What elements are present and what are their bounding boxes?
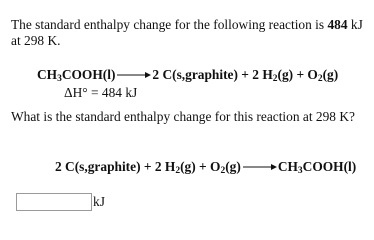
right-arrow-icon [117, 70, 151, 80]
reactant-formula: 2 C(s,graphite) + 2 H [55, 159, 176, 174]
right-arrow-icon [243, 162, 277, 172]
product-subscript: 2 [272, 74, 278, 84]
answer-input[interactable] [16, 193, 92, 211]
statement-text-end: kJ at 298 K. [11, 17, 363, 48]
product-subscript-2: 2 [317, 74, 323, 84]
reactant-subscript: 2 [175, 166, 181, 176]
reaction-equation-2 [55, 159, 356, 175]
product-formula-mid: (g) + O [277, 67, 318, 82]
question-statement [11, 17, 363, 49]
product-formula: 2 C(s,graphite) + 2 H [152, 67, 273, 82]
answer-unit: kJ [93, 194, 105, 210]
product-subscript: 3 [297, 166, 303, 176]
reactant-formula-rest: COOH(l) [61, 67, 116, 82]
answer-row [16, 193, 105, 211]
enthalpy-value: 484 [327, 17, 348, 32]
reactant-subscript-2: 2 [220, 166, 226, 176]
product-formula-rest: COOH(l) [302, 159, 357, 174]
delta-h-line: ΔH° = 484 kJ [64, 85, 138, 100]
reaction-equation-1 [37, 67, 338, 83]
product-formula: CH [277, 159, 298, 174]
question-prompt: What is the standard enthalpy change for this reaction at 298 K? [11, 109, 355, 124]
product-formula-end: (g) [322, 67, 339, 82]
statement-text: The standard enthalpy change for the following reaction is [11, 17, 328, 32]
reactant-formula-end: (g) [225, 159, 241, 174]
reactant-formula-mid: (g) + O [180, 159, 221, 174]
reactant-subscript: 3 [57, 74, 62, 84]
reactant-formula: CH [37, 67, 58, 82]
